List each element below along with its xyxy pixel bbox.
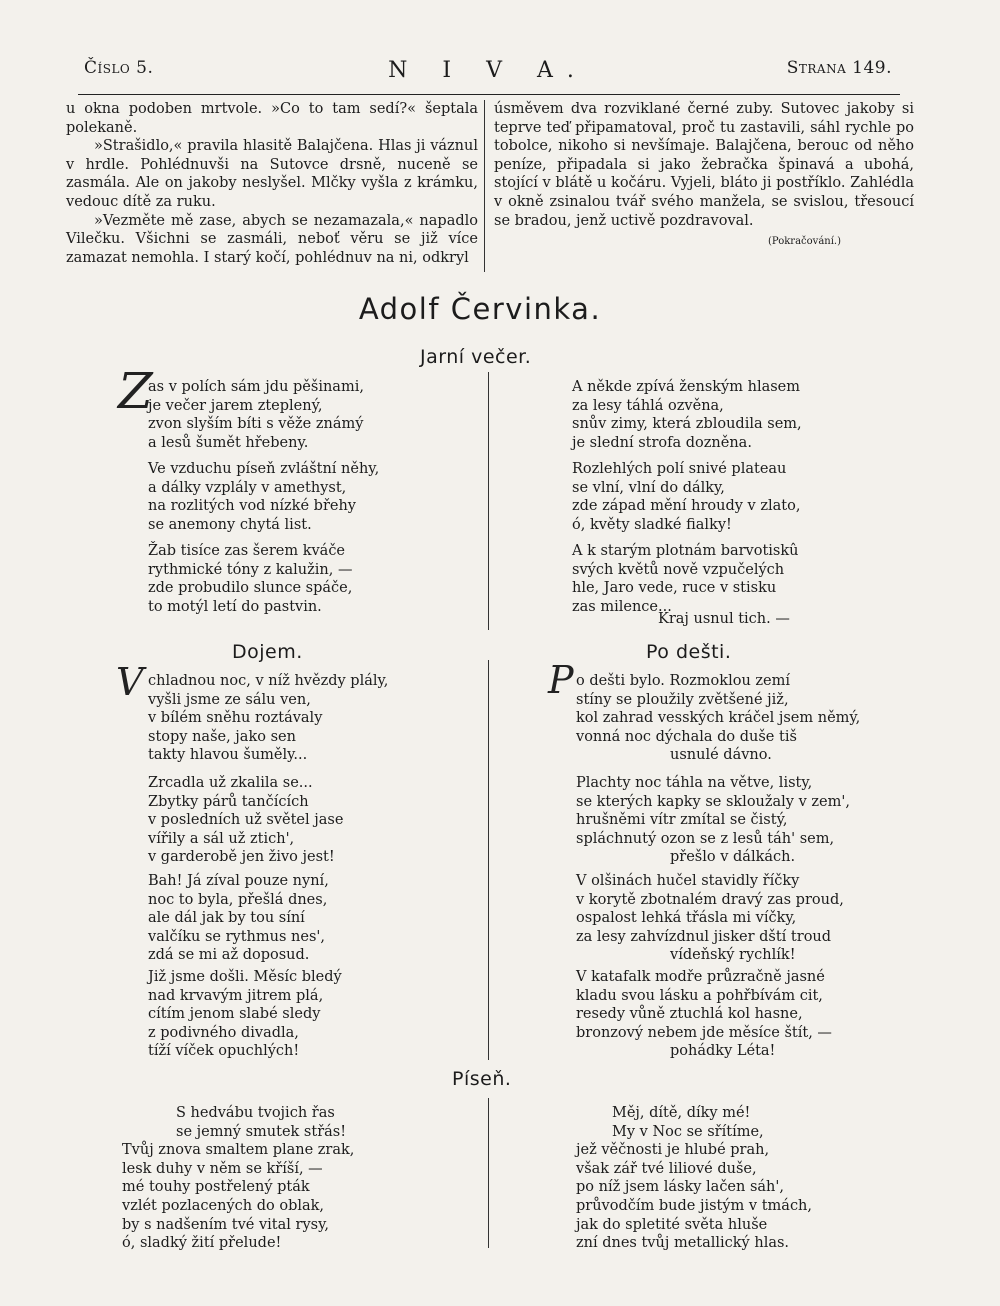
- running-header: [84, 58, 892, 88]
- poem-title-pisen: Píseň.: [452, 1068, 512, 1090]
- verse-line: by s nadšením tvé vital rysy,: [122, 1216, 329, 1233]
- verse-line: Bah! Já zíval pouze nyní,: [148, 873, 329, 889]
- verse-line: Zbytky párů tančících: [148, 793, 309, 810]
- verse-line: vyšli jsme ze sálu ven,: [148, 691, 311, 708]
- stanza: [148, 542, 352, 616]
- verse-line: ale dál jak by tou síní: [148, 910, 305, 927]
- verse-line: stopy naše, jako sen: [148, 728, 296, 745]
- stanza: [576, 774, 850, 867]
- stanza: [576, 968, 832, 1061]
- verse-line: se jemný smutek střás!: [176, 1123, 347, 1140]
- verse-line: o dešti bylo. Rozmoklou zemí: [576, 673, 790, 689]
- prose-column-right: [494, 100, 914, 230]
- verse-line: ó, květy sladké fialky!: [572, 516, 732, 533]
- poem-title-dojem: Dojem.: [232, 641, 303, 663]
- prose-paragraph: u okna podoben mrtvole. »Co to tam sedí?« šeptala polekaně.: [66, 101, 478, 136]
- verse-line: Zrcadla už zkalila se...: [148, 775, 313, 791]
- poem-closing-line: Kraj usnul tich. —: [658, 611, 790, 627]
- verse-line: na rozlitých vod nízké břehy: [148, 498, 356, 515]
- verse-line: to motýl letí do pastvin.: [148, 598, 322, 615]
- verse-line: je večer jarem zteplený,: [148, 397, 323, 414]
- verse-line: noc to byla, přešlá dnes,: [148, 891, 328, 908]
- column-divider: [488, 372, 489, 630]
- verse-line: Rozlehlých polí snivé plateau: [572, 461, 787, 477]
- verse-line: vzlét pozlacených do oblak,: [122, 1197, 325, 1214]
- verse-line: usnulé dávno.: [670, 747, 772, 764]
- verse-line: však zář tvé liliové duše,: [576, 1160, 757, 1177]
- verse-line: Plachty noc táhla na větve, listy,: [576, 775, 813, 791]
- verse-line: Tvůj znova smaltem plane zrak,: [122, 1142, 355, 1159]
- verse-line: V katafalk modře průzračně jasné: [576, 969, 825, 985]
- verse-line: v korytě zbotnalém dravý zas proud,: [576, 891, 844, 908]
- verse-line: ó, sladký žití přelude!: [122, 1235, 282, 1252]
- verse-line: jak do spletité světa hluše: [576, 1216, 768, 1233]
- stanza: [148, 968, 342, 1061]
- verse-line: a lesů šumět hřebeny.: [148, 434, 309, 451]
- verse-line: vířily a sál už ztich',: [148, 830, 295, 847]
- verse-line: zde probudilo slunce spáče,: [148, 580, 353, 597]
- stanza: [572, 542, 799, 616]
- verse-line: přešlo v dálkách.: [670, 849, 796, 866]
- poem-title-po-desti: Po dešti.: [646, 641, 732, 663]
- column-divider: [484, 100, 485, 272]
- verse-line: je slední strofa dozněna.: [572, 434, 752, 451]
- author-heading: Adolf Červinka.: [358, 292, 602, 326]
- verse-line: zas milence...: [572, 598, 672, 615]
- column-divider: [488, 660, 489, 1060]
- verse-line: stíny se ploužily zvětšené již,: [576, 691, 789, 708]
- verse-line: bronzový nebem jde měsíce štít, —: [576, 1024, 832, 1041]
- stanza: [122, 1104, 354, 1253]
- verse-line: rythmické tóny z kalužin, —: [148, 561, 353, 578]
- header-rule: [78, 94, 900, 95]
- verse-line: A k starým plotnám barvotiskû: [572, 543, 799, 559]
- stanza: [148, 378, 364, 452]
- verse-line: se anemony chytá list.: [148, 516, 312, 533]
- verse-line: lesk duhy v něm se kříší, —: [122, 1160, 323, 1177]
- verse-line: za lesy táhlá ozvěna,: [572, 397, 724, 414]
- verse-line: pohádky Léta!: [670, 1043, 776, 1060]
- verse-line: zde západ mění hroudy v zlato,: [572, 498, 801, 515]
- column-divider: [488, 1098, 489, 1248]
- verse-line: v garderobě jen živo jest!: [148, 849, 335, 866]
- prose-paragraph: »Strašidlo,« pravila hlasitě Balajčena. Hlas ji váznul v hrdle. Pohlédnuvši na Sutovce drsně, nuceně se zasmála. Ale on jakoby neslyšel. Mlčky vyšla z krámku, vedouc dítě za ruku.: [66, 138, 478, 210]
- verse-line: takty hlavou šuměly...: [148, 747, 308, 764]
- verse-line: zní dnes tvůj metallický hlas.: [576, 1235, 790, 1252]
- verse-line: cítím jenom slabé sledy: [148, 1006, 321, 1023]
- verse-line: My v Noc se sřítíme,: [612, 1123, 764, 1140]
- continuation-note: (Pokračování.): [768, 236, 841, 247]
- periodical-title: N I V A.: [388, 58, 588, 83]
- prose-paragraph: úsměvem dva rozviklané černé zuby. Sutovec jakoby si teprve teď připamatoval, proč tu zastavili, sáhl rychle po tobolce, nikoho si nevšímaje. Balajčena, berouc od něho peníze, připadala si jako žebračka špinavá a ubohá, stojící v blátě u kočáru. Vyjeli, bláto ji postříklo. Zahlédla v okně zsinalou tvář svého manžela, se svislou, třesoucí se bradou, jenž uctivě pozdravoval.: [494, 101, 914, 229]
- verse-line: spláchnutý ozon se z lesů táh' sem,: [576, 830, 835, 847]
- verse-line: snův zimy, která zbloudila sem,: [572, 416, 802, 433]
- prose-paragraph: »Vezměte mě zase, abych se nezamazala,« napadlo Vilečku. Všichni se zasmáli, neboť věru se již více zamazat nemohla. I starý kočí, pohlédnuv na ni, odkryl: [66, 212, 478, 266]
- verse-line: kladu svou lásku a pohřbívám cit,: [576, 987, 823, 1004]
- issue-number: Číslo 5.: [84, 58, 154, 78]
- stanza: [148, 774, 343, 867]
- verse-line: za lesy zahvízdnul jisker dští troud: [576, 928, 832, 945]
- verse-line: hrušněmi vítr zmítal se čistý,: [576, 812, 788, 829]
- verse-line: z podivného divadla,: [148, 1024, 299, 1041]
- page-number: Strana 149.: [786, 58, 892, 78]
- stanza: [148, 460, 379, 534]
- stanza: [576, 1104, 812, 1253]
- stanza: [572, 460, 800, 534]
- verse-line: chladnou noc, v níž hvězdy plály,: [148, 673, 389, 689]
- verse-line: svých květů nově vzpučelých: [572, 561, 785, 578]
- stanza: [576, 872, 844, 965]
- verse-line: A někde zpívá ženským hlasem: [572, 379, 800, 395]
- stanza: [148, 672, 388, 765]
- verse-line: hle, Jaro vede, ruce v stisku: [572, 580, 777, 597]
- verse-line: v posledních už světel jase: [148, 812, 344, 829]
- drop-initial: Z: [118, 362, 153, 420]
- verse-line: vonná noc dýchala do duše tiš: [576, 728, 797, 745]
- verse-line: mé touhy postřelený pták: [122, 1179, 310, 1196]
- verse-line: Měj, dítě, díky mé!: [612, 1105, 751, 1121]
- stanza: [572, 378, 802, 452]
- verse-line: S hedvábu tvojich řas: [176, 1105, 335, 1121]
- verse-line: Již jsme došli. Měsíc bledý: [148, 969, 342, 985]
- verse-line: se kterých kapky se skloužaly v zem',: [576, 793, 850, 810]
- verse-line: se vlní, vlní do dálky,: [572, 479, 725, 496]
- verse-line: zdá se mi až doposud.: [148, 947, 310, 964]
- verse-line: as v polích sám jdu pěšinami,: [148, 379, 364, 395]
- prose-column-left: [66, 100, 478, 267]
- stanza: [148, 872, 329, 965]
- verse-line: resedy vůně ztuchlá kol hasne,: [576, 1006, 803, 1023]
- poem-title-jarni-vecer: Jarní večer.: [420, 346, 532, 368]
- verse-line: kol zahrad vesských kráčel jsem němý,: [576, 710, 861, 727]
- verse-line: tíží víček opuchlých!: [148, 1043, 300, 1060]
- verse-line: Ve vzduchu píseň zvláštní něhy,: [148, 461, 380, 477]
- verse-line: a dálky vzplály v amethyst,: [148, 479, 347, 496]
- verse-line: zvon slyším bíti s věže známý: [148, 416, 364, 433]
- verse-line: v bílém sněhu roztávaly: [148, 710, 323, 727]
- verse-line: jež věčnosti je hlubé prah,: [576, 1142, 770, 1159]
- verse-line: po níž jsem lásky lačen sáh',: [576, 1179, 784, 1196]
- verse-line: nad krvavým jitrem plá,: [148, 987, 324, 1004]
- verse-line: valčíku se rythmus nes',: [148, 928, 325, 945]
- drop-initial: P: [548, 658, 574, 702]
- stanza: [576, 672, 860, 765]
- verse-line: průvodčím bude jistým v tmách,: [576, 1197, 813, 1214]
- verse-line: vídeňský rychlík!: [670, 947, 796, 964]
- verse-line: Žab tisíce zas šerem kváče: [148, 543, 346, 559]
- drop-initial: V: [116, 660, 144, 704]
- verse-line: ospalost lehká třásla mi víčky,: [576, 910, 797, 927]
- verse-line: V olšinách hučel stavidly říčky: [576, 873, 800, 889]
